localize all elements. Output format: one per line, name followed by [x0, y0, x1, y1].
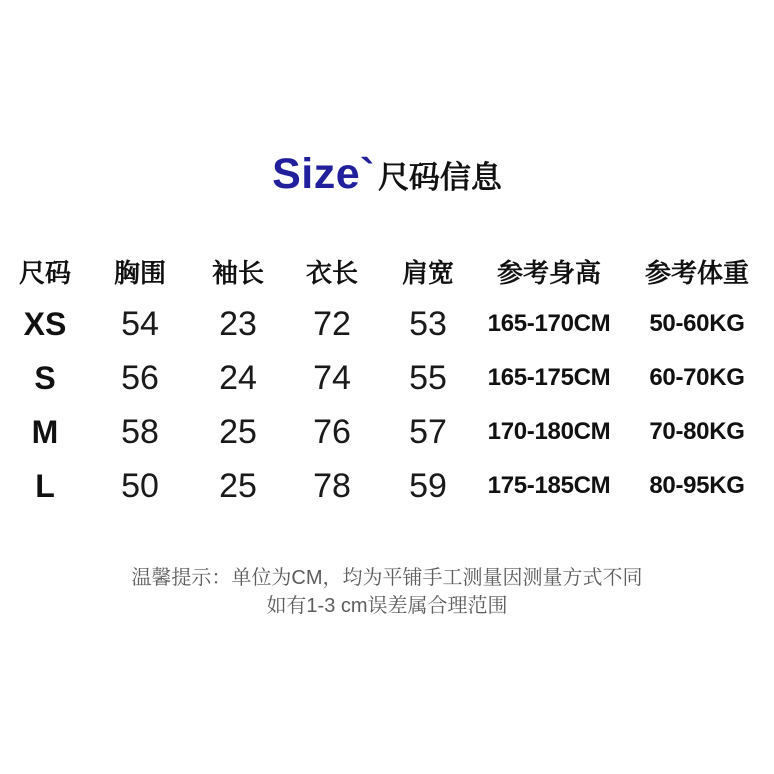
- cell-size: XS: [23, 306, 67, 342]
- cell-weight: 70-80KG: [649, 418, 745, 445]
- cell-height: 165-170CM: [487, 310, 611, 337]
- cell-shoulder: 57: [409, 413, 447, 451]
- cell-sleeve: 24: [219, 359, 257, 397]
- cell-size: S: [34, 360, 56, 396]
- title-size-text: Size`: [272, 150, 375, 198]
- cell-size: M: [31, 414, 59, 450]
- cell-height: 165-175CM: [487, 364, 611, 391]
- column-header-length: 衣长: [305, 258, 358, 288]
- cell-height: 175-185CM: [487, 472, 611, 499]
- cell-sleeve: 25: [219, 413, 257, 451]
- cell-weight: 60-70KG: [649, 364, 745, 391]
- footnote: [0, 564, 774, 620]
- footnote-line-1: 温馨提示：单位为CM，均为平铺手工测量因测量方式不同: [131, 567, 643, 589]
- cell-size: L: [35, 468, 55, 504]
- cell-chest: 54: [121, 305, 159, 343]
- page-title: [0, 150, 774, 199]
- cell-chest: 58: [121, 413, 159, 451]
- cell-weight: 80-95KG: [649, 472, 745, 499]
- title-chinese-text: 尺码信息: [377, 160, 502, 195]
- footnote-line-2: 如有1-3 cm误差属合理范围: [266, 595, 508, 617]
- column-header-sleeve: 袖长: [211, 258, 264, 288]
- cell-sleeve: 25: [219, 467, 257, 505]
- column-header-weight: 参考体重: [644, 258, 749, 288]
- cell-sleeve: 23: [219, 305, 257, 343]
- cell-length: 78: [313, 467, 351, 505]
- cell-length: 74: [313, 359, 351, 397]
- cell-shoulder: 55: [409, 359, 447, 397]
- column-header-size: 尺码: [18, 258, 71, 288]
- cell-shoulder: 59: [409, 467, 447, 505]
- cell-length: 72: [313, 305, 351, 343]
- cell-chest: 56: [121, 359, 159, 397]
- table-row-m: [0, 405, 774, 459]
- table-row-s: [0, 351, 774, 405]
- column-header-height: 参考身高: [496, 258, 601, 288]
- column-header-shoulder: 肩宽: [401, 258, 454, 288]
- cell-length: 76: [313, 413, 351, 451]
- table-row-l: [0, 459, 774, 513]
- table-header-row: [0, 249, 774, 297]
- cell-height: 170-180CM: [487, 418, 611, 445]
- cell-weight: 50-60KG: [649, 310, 745, 337]
- table-row-xs: [0, 297, 774, 351]
- size-table: [0, 249, 774, 513]
- column-header-chest: 胸围: [113, 258, 166, 288]
- cell-chest: 50: [121, 467, 159, 505]
- cell-shoulder: 53: [409, 305, 447, 343]
